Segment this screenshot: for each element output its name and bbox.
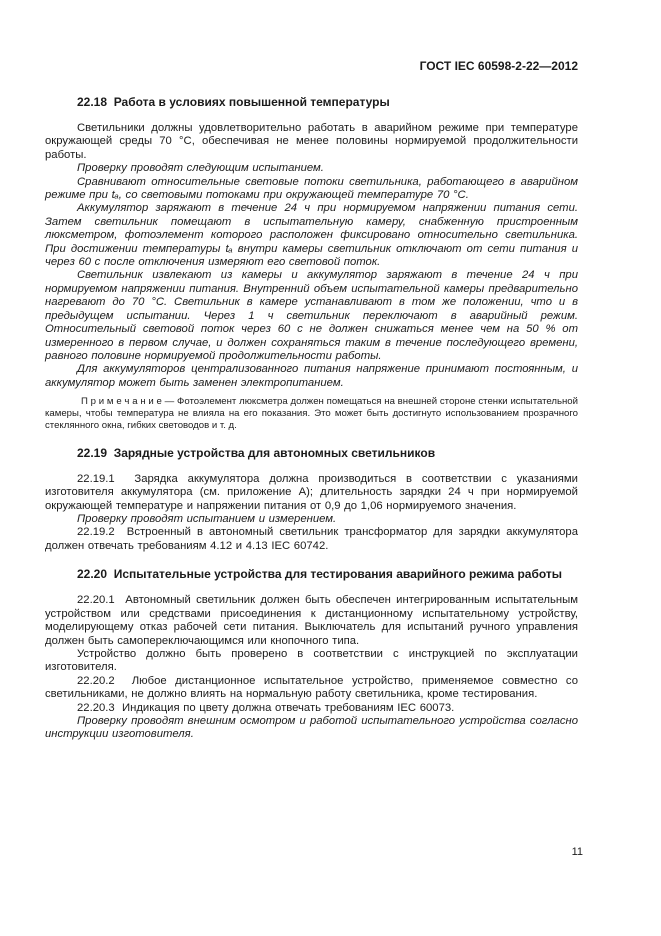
paragraph-22-19-2: 22.19.2 Встроенный в автономный светильник трансформатор для зарядки аккумулятора должен отвечать требованиям 4.12 и 4.13 IEC 60742. (45, 526, 578, 552)
section-heading-22-18: 22.18 Работа в условиях повышенной температуры (77, 95, 390, 109)
paragraph-22-19-verification: Проверку проводят испытанием и измерением. (77, 513, 337, 526)
paragraph-22-20-1: 22.20.1 Автономный светильник должен быть обеспечен интегрированным испытательным устройством или средствами присоединения к дистанционному испытательному устройству, моделирующему отказ рабочей сети питания. Выключатель для испытаний ручного управления должен быть самопереключающимся или кнопочного типа. (45, 594, 578, 647)
paragraph-22-18-central-battery: Для аккумуляторов централизованного питания напряжение принимают постоянным, и аккумулятор может быть заменен электропитанием. (45, 363, 578, 389)
note-photoelement: П р и м е ч а н и е — Фотоэлемент люксметра должен помещаться на внешней стороне стенки испытательной камеры, чтобы температура не влияла на его показания. Это может быть достигнуто использованием прозрачного стеклянного окна, гибких световодов и т. д. (45, 396, 578, 431)
paragraph-22-18-test-intro: Проверку проводят следующим испытанием. (77, 162, 324, 175)
section-heading-22-19: 22.19 Зарядные устройства для автономных светильников (77, 445, 436, 460)
paragraph-22-20-2: 22.20.2 Любое дистанционное испытательное устройство, применяемое совместно со светильниками, не должно влиять на нормальную работу светильника, кроме тестирования. (45, 674, 578, 701)
section-heading-22-20: 22.20 Испытательные устройства для тестирования аварийного режима работы (77, 567, 563, 582)
paragraph-22-18-charge-procedure: Аккумулятор заряжают в течение 24 ч при нормируемом напряжении питания сети. Затем светильник помещают в испытательную камеру, снабженную пристроенным люксметром, фотоэлемент которого расположен фиксировано относительно светильника. При достижении температуры tₐ внутри камеры светильник отключают от сети питания и через 60 с после отключения измеряют его световой поток. (45, 202, 578, 269)
paragraph-22-18-requirement: Светильники должны удовлетворительно работать в аварийном режиме при температуре окружающей среды 70 °С, обеспечивая не менее половины нормируемой продолжительности работы. (45, 122, 578, 161)
paragraph-22-20-device-check: Устройство должно быть проверено в соответствии с инструкцией по эксплуатации изготовителя. (45, 647, 578, 674)
paragraph-22-20-3: 22.20.3 Индикация по цвету должна отвечать требованиям IEC 60073. (77, 701, 455, 714)
page-number: 11 (571, 846, 583, 858)
paragraph-22-18-second-test: Светильник извлекают из камеры и аккумулятор заряжают в течение 24 ч при нормируемом напряжении питания. Внутренний объем испытательной камеры предварительно нагревают до 70 °С. Светильник в камере устанавливают в том же положении, что и в предыдущем испытании. Через 1 ч светильник переключают в аварийный режим. Относительный световой поток через 60 с не должен снижаться менее чем на 50 % от измеренного в первом случае, и должен сохраняться таким в течение последующего времени, равного половине нормируемой продолжительности работы. (45, 269, 578, 362)
document-code-header: ГОСТ IEC 60598-2-22—2012 (419, 59, 578, 73)
paragraph-22-20-verification: Проверку проводят внешним осмотром и работой испытательного устройства согласно инструкции изготовителя. (45, 714, 578, 741)
paragraph-22-18-comparison: Сравнивают относительные световые потоки светильника, работающего в аварийном режиме при tₐ, со световыми потоками при окружающей температуре 70 °С. (45, 175, 578, 202)
paragraph-22-19-1: 22.19.1 Зарядка аккумулятора должна производиться в соответствии с указаниями изготовителя аккумулятора (см. приложение А); длительность зарядки 24 ч при нормируемой окружающей температуре и напряжении питания от 0,9 до 1,06 нормируемого значения. (45, 472, 578, 512)
